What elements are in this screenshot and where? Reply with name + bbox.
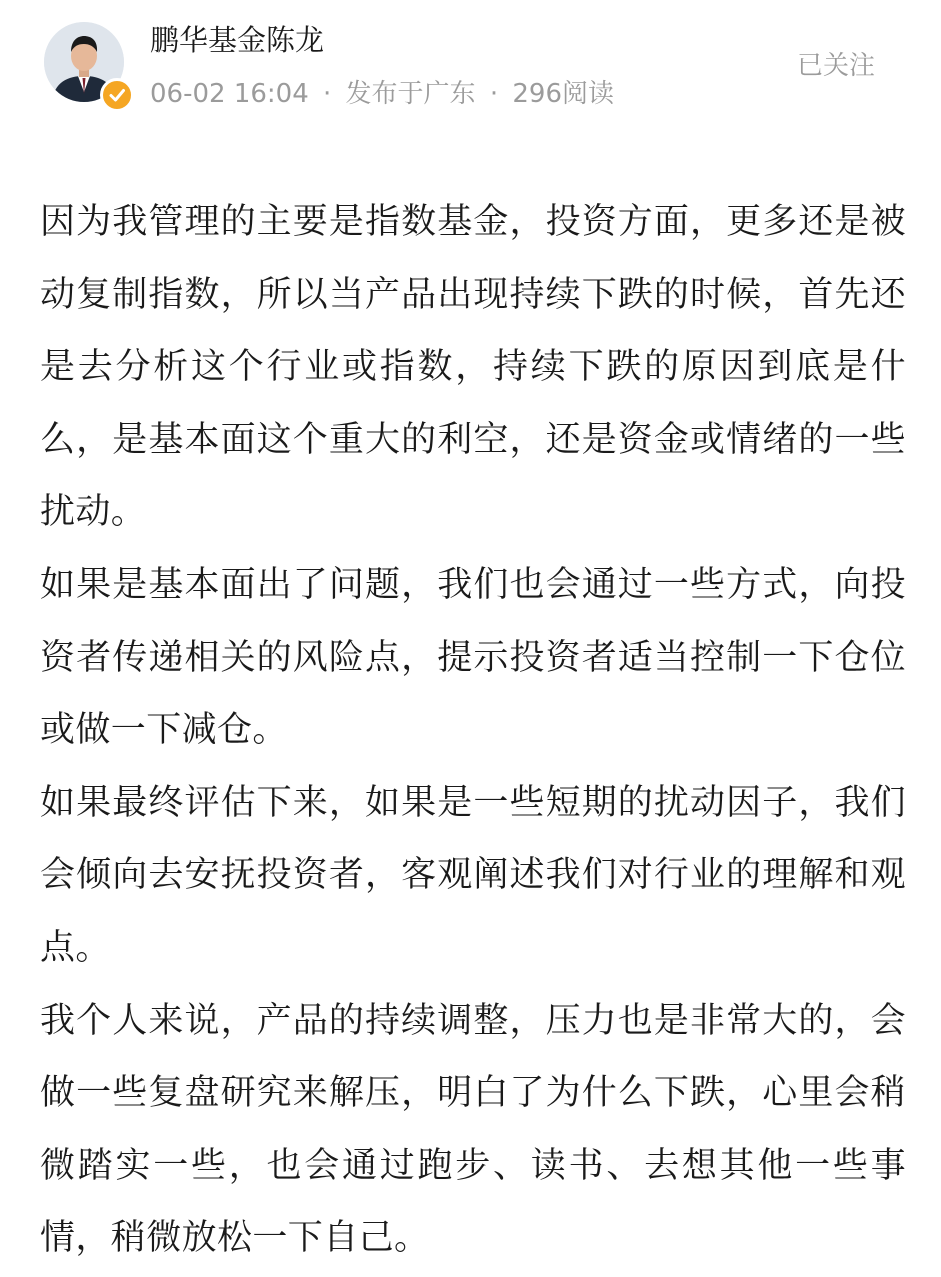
meta-separator: ·	[489, 79, 499, 109]
verified-check-icon	[103, 81, 131, 109]
verified-badge	[100, 78, 134, 112]
meta-separator: ·	[323, 79, 332, 109]
post-datetime: 06-02 16:04	[150, 79, 309, 109]
paragraph: 我个人来说，产品的持续调整，压力也是非常大的，会做一些复盘研究来解压，明白了为什么下跌，心里会稍微踏实一些，也会通过跑步、读书、去想其他一些事情，稍微放松一下自己。	[40, 1000, 906, 1259]
paragraph: 如果最终评估下来，如果是一些短期的扰动因子，我们会倾向去安抚投资者，客观阐述我们对行业的理解和观点。	[40, 782, 906, 968]
author-avatar-group[interactable]	[44, 22, 136, 114]
post-header	[0, 0, 941, 130]
paragraph: 因为我管理的主要是指数基金，投资方面，更多还是被动复制指数，所以当产品出现持续下跌的时候，首先还是去分析这个行业或指数，持续下跌的原因到底是什么，是基本面这个重大的利空，还是资金或情绪的一些扰动。	[40, 202, 906, 533]
author-name[interactable]: 鹏华基金陈龙	[150, 23, 325, 57]
read-count: 296阅读	[512, 79, 614, 109]
follow-button[interactable]: 已关注	[796, 51, 875, 81]
post-location: 发布于广东	[345, 79, 476, 109]
post-meta	[150, 78, 614, 110]
post-body	[40, 186, 906, 1275]
paragraph: 如果是基本面出了问题，我们也会通过一些方式，向投资者传递相关的风险点，提示投资者适当控制一下仓位或做一下减仓。	[40, 564, 906, 751]
